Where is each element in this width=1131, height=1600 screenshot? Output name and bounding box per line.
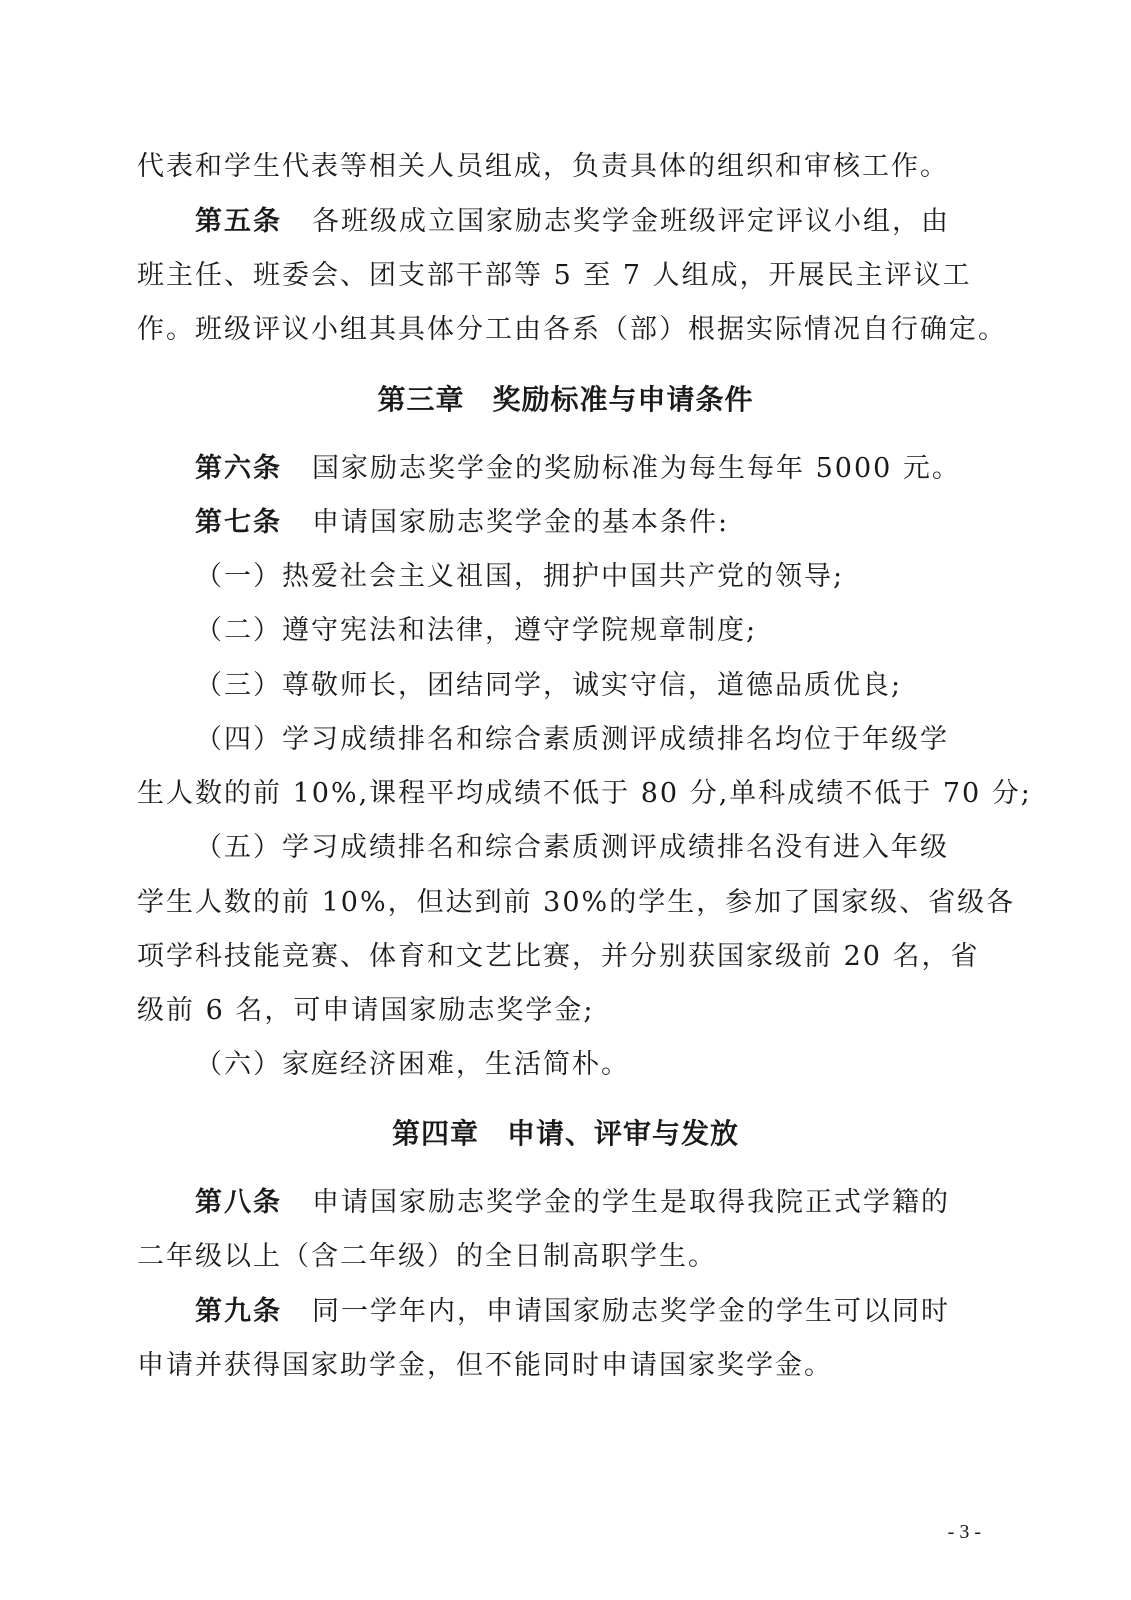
article-text: 国家励志奖学金的奖励标准为每生每年 5000 元。 (312, 453, 961, 484)
condition-item-cont: 生人数的前 10%,课程平均成绩不低于 80 分,单科成绩不低于 70 分; (137, 778, 1032, 809)
chapter-number: 第三章 (377, 383, 465, 416)
condition-item: （四）学习成绩排名和综合素质测评成绩排名均位于年级学 (195, 724, 949, 755)
article-9-line (195, 1292, 997, 1332)
chapter-number: 第四章 (391, 1117, 479, 1150)
paragraph-line: 作。班级评议小组其具体分工由各系（部）根据实际情况自行确定。 (137, 314, 1007, 345)
paragraph-line: 班主任、班委会、团支部干部等 5 至 7 人组成，开展民主评议工 (137, 260, 972, 291)
condition-item: （五）学习成绩排名和综合素质测评成绩排名没有进入年级 (195, 832, 949, 863)
chapter-heading (0, 380, 1131, 420)
chapter-heading (0, 1114, 1131, 1154)
condition-item: （二）遵守宪法和法律，遵守学院规章制度; (195, 615, 758, 646)
article-5-line (195, 202, 997, 242)
page-number: - 3 - (947, 1521, 981, 1543)
chapter-title: 奖励标准与申请条件 (492, 383, 754, 416)
condition-item-cont: 级前 6 名，可申请国家励志奖学金; (137, 995, 595, 1026)
article-number: 第九条 (195, 1296, 282, 1327)
article-text: 同一学年内，申请国家励志奖学金的学生可以同时 (312, 1296, 950, 1327)
article-number: 第五条 (195, 206, 282, 237)
condition-item: （三）尊敬师长，团结同学，诚实守信，道德品质优良; (195, 670, 903, 701)
article-7-line (195, 503, 997, 543)
condition-item-cont: 项学科技能竞赛、体育和文艺比赛，并分别获国家级前 20 名，省 (137, 941, 980, 972)
article-text: 申请国家励志奖学金的学生是取得我院正式学籍的 (312, 1187, 950, 1218)
paragraph-line: 代表和学生代表等相关人员组成，负责具体的组织和审核工作。 (137, 151, 949, 182)
article-number: 第六条 (195, 453, 282, 484)
article-6-line (195, 449, 997, 489)
article-text: 申请国家励志奖学金的基本条件: (312, 507, 730, 538)
article-number: 第八条 (195, 1187, 282, 1218)
article-number: 第七条 (195, 507, 282, 538)
paragraph-line: 二年级以上（含二年级）的全日制高职学生。 (137, 1241, 717, 1272)
article-8-line (195, 1183, 997, 1223)
condition-item: （一）热爱社会主义祖国，拥护中国共产党的领导; (195, 561, 845, 592)
condition-item: （六）家庭经济困难，生活简朴。 (195, 1049, 630, 1080)
chapter-title: 申请、评审与发放 (507, 1117, 740, 1150)
condition-item-cont: 学生人数的前 10%，但达到前 30%的学生，参加了国家级、省级各 (137, 887, 1016, 918)
paragraph-line: 申请并获得国家助学金，但不能同时申请国家奖学金。 (137, 1350, 833, 1381)
article-text: 各班级成立国家励志奖学金班级评定评议小组，由 (312, 206, 950, 237)
